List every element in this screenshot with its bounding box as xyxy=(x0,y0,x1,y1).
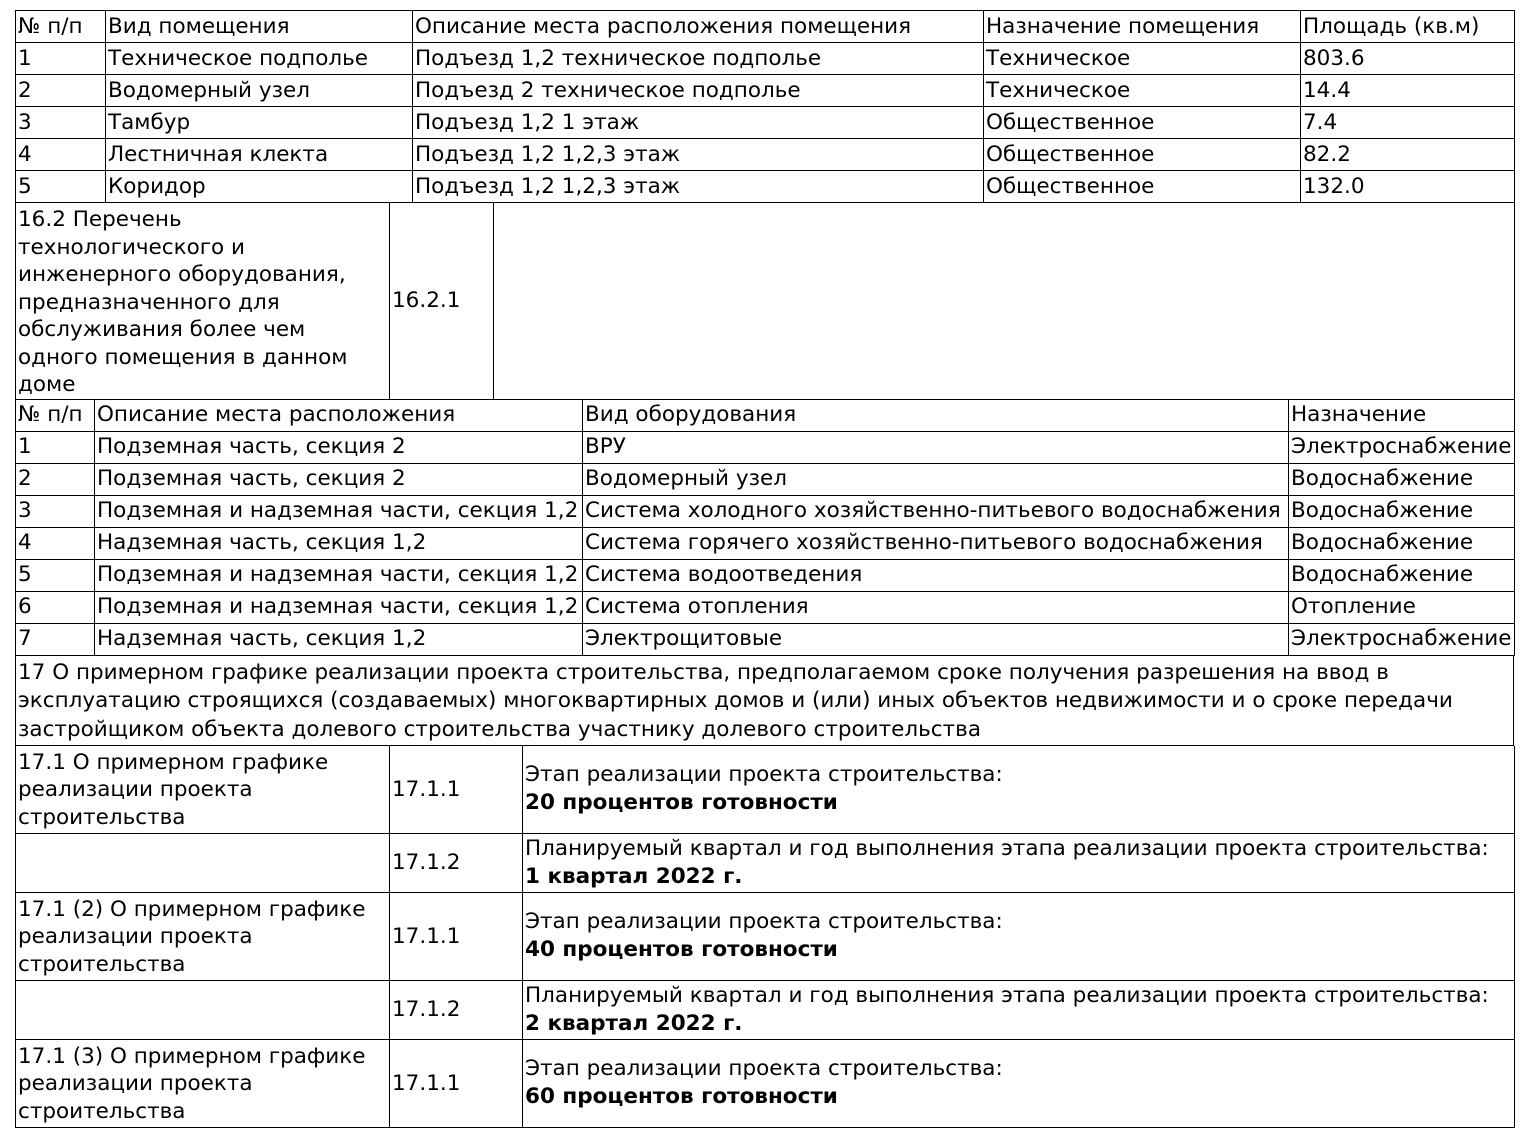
table-row xyxy=(16,139,1515,171)
table-row xyxy=(16,559,1515,591)
table-cell: ВРУ xyxy=(583,431,1289,463)
table-cell: Водоснабжение xyxy=(1289,495,1515,527)
table-cell: 1 xyxy=(16,43,106,75)
table-cell: Водоснабжение xyxy=(1289,559,1515,591)
section-17-row xyxy=(16,656,1514,746)
table-cell: Водоснабжение xyxy=(1289,463,1515,495)
schedule-stage-row xyxy=(16,746,1515,834)
table-cell: 14.4 xyxy=(1301,75,1515,107)
premises-header-cell: Вид помещения xyxy=(106,11,413,43)
schedule-code: 17.1.2 xyxy=(390,833,523,892)
table-cell: Электроснабжение xyxy=(1289,431,1515,463)
table-cell: Отопление xyxy=(1289,591,1515,623)
table-row xyxy=(16,107,1515,139)
table-cell: Электрощитовые xyxy=(583,623,1289,655)
document-page xyxy=(15,10,1514,1128)
table-cell: Общественное xyxy=(984,107,1301,139)
schedule-stage-label: Этап реализации проекта строительства: xyxy=(525,1056,1003,1081)
table-cell: Надземная часть, секция 1,2 xyxy=(95,527,583,559)
table-cell: Лестничная клекта xyxy=(106,139,413,171)
schedule-code: 17.1.1 xyxy=(390,892,523,980)
equipment-header-cell: Вид оборудования xyxy=(583,400,1289,432)
schedule-code: 17.1.1 xyxy=(390,746,523,834)
schedule-stage-cell xyxy=(523,746,1515,834)
schedule-stage-row xyxy=(16,892,1515,980)
equipment-header-cell: № п/п xyxy=(16,400,95,432)
table-cell: Подземная и надземная части, секция 1,2 xyxy=(95,591,583,623)
table-row xyxy=(16,431,1515,463)
table-cell: Водомерный узел xyxy=(106,75,413,107)
premises-table xyxy=(15,10,1515,203)
schedule-empty-cell xyxy=(16,980,390,1039)
table-cell: Подземная и надземная части, секция 1,2 xyxy=(95,495,583,527)
schedule-block-title: 17.1 (2) О примерном графике реализации проекта строительства xyxy=(16,892,390,980)
table-row xyxy=(16,75,1515,107)
table-cell: Подъезд 1,2 техническое подполье xyxy=(413,43,984,75)
schedule-quarter-row xyxy=(16,833,1515,892)
schedule-block-title: 17.1 (3) О примерном графике реализации проекта строительства xyxy=(16,1039,390,1127)
table-cell: 6 xyxy=(16,591,95,623)
table-cell: 803.6 xyxy=(1301,43,1515,75)
equipment-table xyxy=(15,400,1515,656)
schedule-stage-cell xyxy=(523,1039,1515,1127)
premises-header-cell: № п/п xyxy=(16,11,106,43)
schedule-quarter-value: 2 квартал 2022 г. xyxy=(525,1010,743,1036)
table-row xyxy=(16,527,1515,559)
table-cell: Техническое xyxy=(984,43,1301,75)
table-cell: Подъезд 1,2 1,2,3 этаж xyxy=(413,171,984,203)
schedule-stage-row xyxy=(16,1039,1515,1127)
table-cell: 4 xyxy=(16,139,106,171)
table-cell: Система водоотведения xyxy=(583,559,1289,591)
schedule-stage-value: 40 процентов готовности xyxy=(525,937,838,962)
schedule-code: 17.1.1 xyxy=(390,1039,523,1127)
table-cell: Тамбур xyxy=(106,107,413,139)
schedule-quarter-label: Планируемый квартал и год выполнения этапа реализации проекта строительства: xyxy=(525,982,1489,1008)
table-cell: Водоснабжение xyxy=(1289,527,1515,559)
table-cell: 82.2 xyxy=(1301,139,1515,171)
equipment-header-cell: Назначение xyxy=(1289,400,1515,432)
table-cell: 2 xyxy=(16,463,95,495)
table-cell: Надземная часть, секция 1,2 xyxy=(95,623,583,655)
table-row xyxy=(16,591,1515,623)
table-cell: Электроснабжение xyxy=(1289,623,1515,655)
schedule-quarter-cell xyxy=(523,833,1515,892)
table-cell: 7.4 xyxy=(1301,107,1515,139)
premises-header-row xyxy=(16,11,1515,43)
table-cell: Подземная часть, секция 2 xyxy=(95,463,583,495)
table-cell: 4 xyxy=(16,527,95,559)
section-16-2-table xyxy=(15,203,1515,400)
equipment-header-cell: Описание места расположения xyxy=(95,400,583,432)
table-cell: Подъезд 2 техническое подполье xyxy=(413,75,984,107)
table-row xyxy=(16,623,1515,655)
table-cell: Коридор xyxy=(106,171,413,203)
table-cell: 1 xyxy=(16,431,95,463)
schedule-quarter-row xyxy=(16,980,1515,1039)
schedule-block-title: 17.1 О примерном графике реализации проекта строительства xyxy=(16,746,390,834)
schedule-empty-cell xyxy=(16,833,390,892)
table-cell: Техническое подполье xyxy=(106,43,413,75)
table-cell: Система холодного хозяйственно-питьевого водоснабжения xyxy=(583,495,1289,527)
schedule-stage-cell xyxy=(523,892,1515,980)
premises-header-cell: Описание места расположения помещения xyxy=(413,11,984,43)
section-16-2-value xyxy=(494,203,1515,399)
premises-header-cell: Площадь (кв.м) xyxy=(1301,11,1515,43)
section-16-2-row xyxy=(16,203,1515,399)
table-cell: 132.0 xyxy=(1301,171,1515,203)
table-cell: Система отопления xyxy=(583,591,1289,623)
table-row xyxy=(16,171,1515,203)
table-cell: Водомерный узел xyxy=(583,463,1289,495)
table-cell: 3 xyxy=(16,107,106,139)
table-cell: Общественное xyxy=(984,139,1301,171)
section-16-2-code: 16.2.1 xyxy=(390,203,494,399)
schedule-quarter-cell xyxy=(523,980,1515,1039)
table-cell: Подъезд 1,2 1 этаж xyxy=(413,107,984,139)
schedule-stage-label: Этап реализации проекта строительства: xyxy=(525,909,1003,934)
schedule-stage-label: Этап реализации проекта строительства: xyxy=(525,762,1003,787)
schedule-quarter-value: 1 квартал 2022 г. xyxy=(525,863,743,889)
schedule-quarter-label: Планируемый квартал и год выполнения этапа реализации проекта строительства: xyxy=(525,835,1489,861)
table-cell: 7 xyxy=(16,623,95,655)
table-row xyxy=(16,43,1515,75)
table-cell: Подъезд 1,2 1,2,3 этаж xyxy=(413,139,984,171)
section-16-2-title: 16.2 Перечень технологического и инженерного оборудования, предназначенного для обслуживания более чем одного помещения в данном доме xyxy=(16,203,390,399)
table-cell: Подземная и надземная части, секция 1,2 xyxy=(95,559,583,591)
table-cell: 5 xyxy=(16,559,95,591)
table-cell: Общественное xyxy=(984,171,1301,203)
table-cell: Техническое xyxy=(984,75,1301,107)
section-17-table xyxy=(15,656,1514,746)
equipment-header-row xyxy=(16,400,1515,432)
schedule-stage-value: 20 процентов готовности xyxy=(525,790,838,815)
section-17-title: 17 О примерном графике реализации проекта строительства, предполагаемом сроке получения разрешения на ввод в эксплуатацию строящихся (создаваемых) многоквартирных домов и (или) иных объектов недвижимости и о сроке передачи застройщиком объекта долевого строительства участнику долевого строительства xyxy=(16,656,1514,746)
schedule-code: 17.1.2 xyxy=(390,980,523,1039)
schedule-stage-value: 60 процентов готовности xyxy=(525,1084,838,1109)
table-row xyxy=(16,463,1515,495)
table-cell: Подземная часть, секция 2 xyxy=(95,431,583,463)
table-row xyxy=(16,495,1515,527)
table-cell: 3 xyxy=(16,495,95,527)
premises-header-cell: Назначение помещения xyxy=(984,11,1301,43)
table-cell: Система горячего хозяйственно-питьевого водоснабжения xyxy=(583,527,1289,559)
schedule-table xyxy=(15,746,1515,1128)
table-cell: 2 xyxy=(16,75,106,107)
table-cell: 5 xyxy=(16,171,106,203)
